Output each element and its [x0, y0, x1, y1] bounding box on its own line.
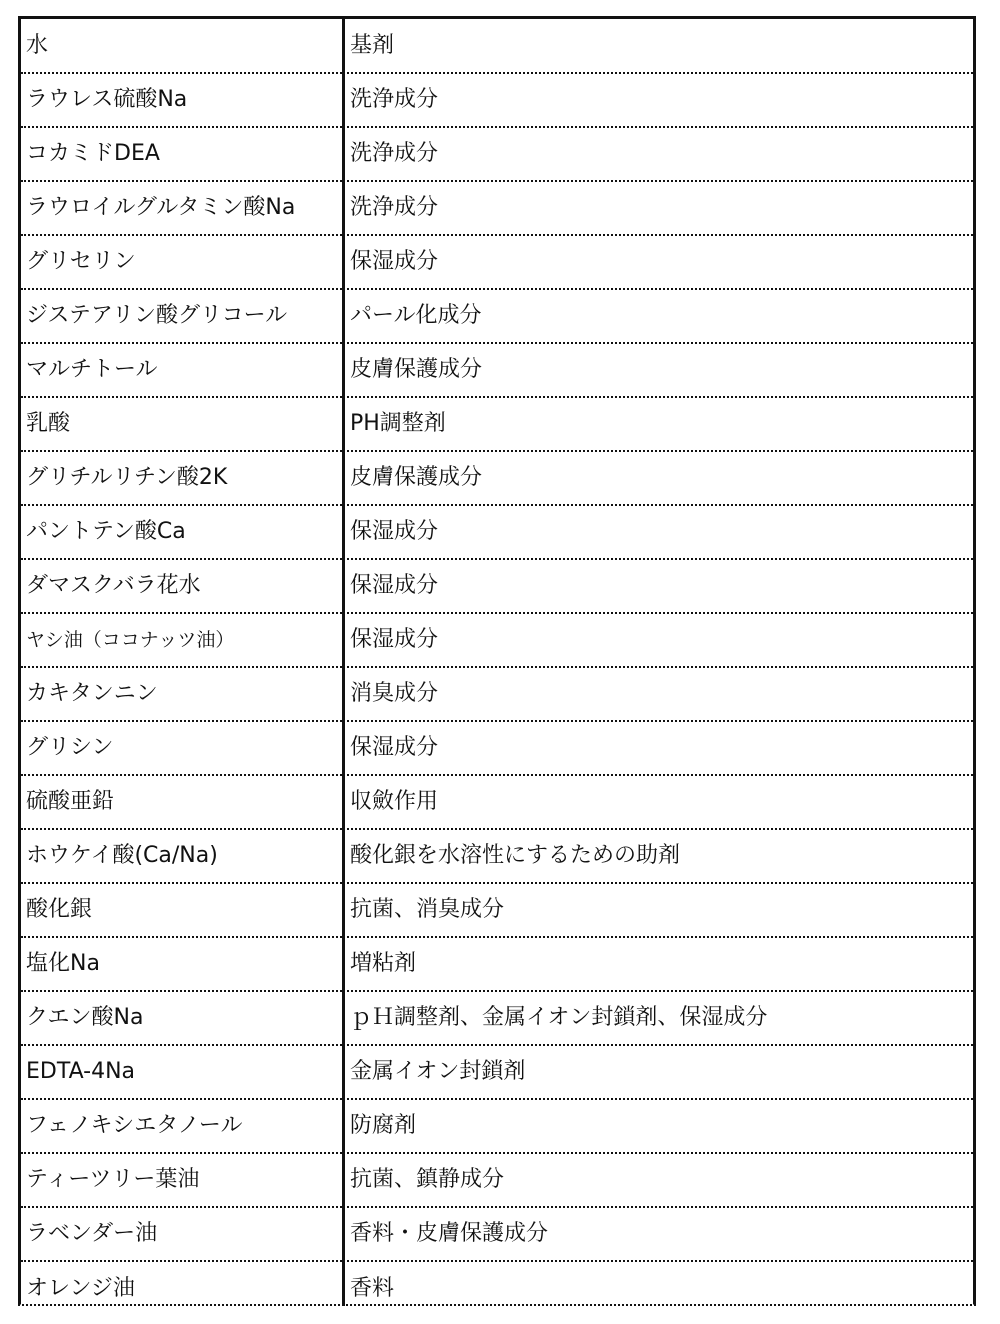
ingredient-role: 皮膚保護成分 [342, 451, 973, 505]
ingredient-role: 香料・皮膚保護成分 [342, 1207, 973, 1261]
ingredient-name: グリシン [21, 721, 342, 775]
column-divider [342, 19, 345, 1306]
ingredient-name: マルチトール [21, 343, 342, 397]
ingredient-name: グリチルリチン酸2K [21, 451, 342, 505]
table-row [21, 181, 973, 235]
table-row [21, 1045, 973, 1099]
table-row [21, 343, 973, 397]
ingredient-name: フェノキシエタノール [21, 1099, 342, 1153]
table-row [21, 127, 973, 181]
ingredient-role: ｐＨ調整剤、金属イオン封鎖剤、保湿成分 [342, 991, 973, 1045]
table-row [21, 775, 973, 829]
table-row [21, 397, 973, 451]
table-row [21, 1207, 973, 1261]
table-row [21, 991, 973, 1045]
ingredient-role: 金属イオン封鎖剤 [342, 1045, 973, 1099]
ingredient-name: ティーツリー葉油 [21, 1153, 342, 1207]
ingredient-role: 洗浄成分 [342, 181, 973, 235]
ingredient-name: ジステアリン酸グリコール [21, 289, 342, 343]
ingredient-name: EDTA-4Na [21, 1045, 342, 1099]
ingredient-role: 香料 [350, 1275, 395, 1301]
table-row [21, 235, 973, 289]
table-row [21, 559, 973, 613]
table-row [21, 1099, 973, 1153]
ingredient-role: 保湿成分 [342, 505, 973, 559]
ingredient-name: カキタンニン [21, 667, 342, 721]
ingredient-role: 保湿成分 [342, 613, 973, 667]
table-row [21, 613, 973, 667]
ingredient-role: 抗菌、鎮静成分 [342, 1153, 973, 1207]
ingredient-role: 保湿成分 [342, 235, 973, 289]
table-row [21, 937, 973, 991]
ingredient-name: ホウケイ酸(Ca/Na) [21, 829, 342, 883]
ingredient-role: 保湿成分 [342, 559, 973, 613]
ingredient-name: コカミドDEA [21, 127, 342, 181]
table-row [21, 19, 973, 73]
ingredient-role: 保湿成分 [342, 721, 973, 775]
ingredient-name: 水 [21, 19, 342, 73]
ingredient-role: 防腐剤 [342, 1099, 973, 1153]
ingredient-name: クエン酸Na [21, 991, 342, 1045]
ingredient-name: ヤシ油（ココナッツ油） [21, 613, 342, 667]
ingredient-name: 乳酸 [21, 397, 342, 451]
ingredient-role: 洗浄成分 [342, 127, 973, 181]
table-row [21, 829, 973, 883]
table-row [21, 451, 973, 505]
table-row [21, 73, 973, 127]
ingredient-role: 収斂作用 [342, 775, 973, 829]
table-row [21, 1153, 973, 1207]
ingredient-name: ダマスクバラ花水 [21, 559, 342, 613]
ingredient-role: 皮膚保護成分 [342, 343, 973, 397]
ingredient-name: 硫酸亜鉛 [21, 775, 342, 829]
ingredient-role: PH調整剤 [342, 397, 973, 451]
table-row [21, 1261, 973, 1315]
ingredient-name: ラウレス硫酸Na [21, 73, 342, 127]
table-row [21, 289, 973, 343]
table-row [21, 883, 973, 937]
ingredient-table-frame [18, 16, 976, 1306]
ingredient-role: 酸化銀を水溶性にするための助剤 [342, 829, 973, 883]
ingredient-role: 基剤 [342, 19, 973, 73]
ingredient-name: オレンジ油 [26, 1275, 135, 1301]
ingredient-name: パントテン酸Ca [21, 505, 342, 559]
ingredient-role: 消臭成分 [342, 667, 973, 721]
table-row [21, 721, 973, 775]
table-row [21, 667, 973, 721]
ingredient-role: 洗浄成分 [342, 73, 973, 127]
ingredient-role: 増粘剤 [342, 937, 973, 991]
ingredient-role: 抗菌、消臭成分 [342, 883, 973, 937]
ingredient-name: 酸化銀 [21, 883, 342, 937]
ingredient-name: 塩化Na [21, 937, 342, 991]
ingredient-name: ラベンダー油 [21, 1207, 342, 1261]
ingredient-table [21, 19, 973, 1315]
ingredient-name: グリセリン [21, 235, 342, 289]
ingredient-name: ラウロイルグルタミン酸Na [21, 181, 342, 235]
table-row [21, 505, 973, 559]
ingredient-role: パール化成分 [342, 289, 973, 343]
